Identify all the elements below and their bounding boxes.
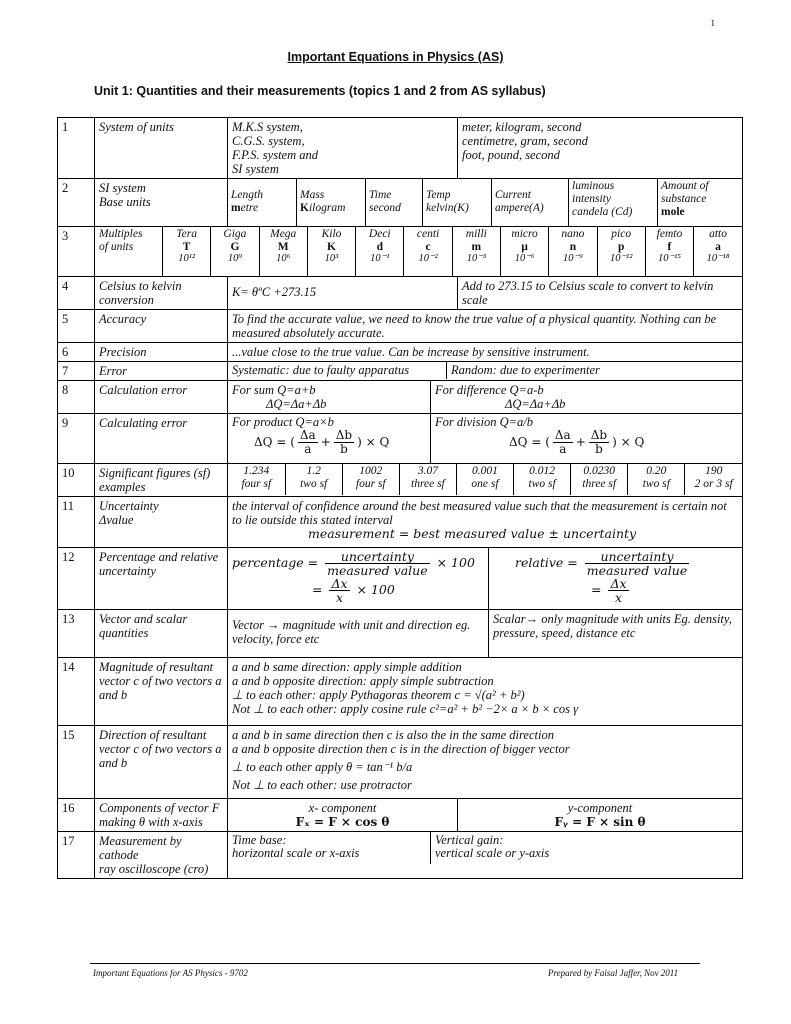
row-number: 2	[58, 179, 95, 227]
prefix	[500, 227, 548, 276]
topic-line: and b	[99, 756, 128, 770]
base-unit: Mass Kilogram	[297, 179, 366, 226]
prefix-name: atto	[709, 228, 727, 240]
base-units-cell	[228, 179, 743, 227]
system-item: F.P.S. system and	[232, 148, 318, 162]
footer-divider	[90, 963, 700, 964]
row-topic	[95, 497, 228, 548]
base-unit	[366, 179, 423, 226]
direction-rule: ⊥ to each other apply θ = tan⁻¹ b/a	[232, 760, 413, 774]
fraction	[334, 429, 354, 456]
prefix-name: femto	[656, 228, 683, 240]
row-number: 12	[58, 548, 95, 610]
denominator: b	[595, 442, 603, 456]
magnitude-cell	[228, 658, 743, 726]
topic-line: Uncertainty	[99, 499, 159, 513]
division-error	[431, 414, 743, 463]
row-topic: Precision	[95, 343, 228, 362]
quantity-label: Temp	[426, 189, 451, 201]
denominator: a	[304, 442, 312, 456]
prefix-symbol: n	[569, 240, 577, 253]
unit-label: kelvin(K)	[426, 202, 469, 214]
row-topic: System of units	[95, 118, 228, 179]
numerator: Δx	[610, 576, 627, 591]
formula-lhs: relative =	[515, 555, 578, 570]
product-formula: For product Q=a×b	[232, 415, 334, 429]
formula-lhs: percentage =	[232, 555, 319, 570]
numerator: Δx	[331, 576, 348, 591]
table-row	[58, 610, 743, 658]
topic-line: Percentage and relative	[99, 550, 219, 564]
prefix-power: 10³	[324, 253, 339, 264]
prefix-power: 10⁶	[276, 253, 291, 264]
table-row	[58, 362, 743, 381]
prefix-power: 10⁻⁹	[563, 253, 583, 264]
prefix	[404, 227, 452, 276]
prefix-name: Deci	[368, 228, 391, 240]
direction-rule: Not ⊥ to each other: use protractor	[232, 778, 412, 792]
vector-scalar-cell	[228, 610, 743, 658]
sf-example	[399, 464, 456, 495]
row-topic: Accuracy	[95, 310, 228, 343]
prefix-power: 10⁻²	[418, 253, 438, 264]
numerator: Δa	[299, 428, 316, 442]
topic-line: conversion	[99, 293, 154, 307]
prefix-name: Mega	[270, 228, 297, 240]
table-row	[58, 310, 743, 343]
sf-value: 0.012	[529, 465, 556, 477]
prefix-symbol: M	[277, 240, 289, 253]
x-component-label: x- component	[308, 801, 377, 815]
prefix-power: 10⁹	[227, 253, 242, 264]
table-row	[58, 227, 743, 277]
uncertainty-formula: measurement = best measured value ± uncertainty	[308, 526, 637, 541]
sf-example	[628, 464, 685, 495]
topic-line: quantities	[99, 626, 149, 640]
topic-line: examples	[99, 480, 146, 494]
fraction	[608, 577, 628, 604]
magnitude-rule: a and b opposite direction: apply simple subtraction	[232, 674, 494, 688]
unit-label: candela (Cd)	[572, 206, 633, 218]
quantity-label: luminous intensity	[572, 180, 615, 205]
numerator: Δb	[335, 428, 353, 442]
prefix-symbol: d	[376, 240, 383, 253]
prefix	[259, 227, 307, 276]
plus-sign: +	[320, 435, 331, 449]
sf-value: 0.001	[472, 465, 498, 477]
division-formula: For division Q=a/b	[435, 415, 534, 429]
base-unit	[423, 179, 492, 226]
formula-tail: × Q	[620, 435, 645, 449]
x-component	[228, 799, 458, 832]
sf-example	[285, 464, 342, 495]
fraction	[585, 550, 689, 577]
fraction	[325, 550, 429, 577]
row-number: 3	[58, 227, 95, 277]
sf-value: 190	[705, 465, 723, 477]
y-component	[458, 799, 743, 832]
sig-fig-cell	[228, 464, 743, 497]
prefix-power: 10⁻³	[466, 253, 486, 264]
sf-count: 2 or 3 sf	[694, 478, 733, 490]
denominator: measured value	[586, 563, 688, 578]
kelvin-note: Add to 273.15 to Celsius scale to convert to kelvin scale	[458, 277, 743, 310]
calc-error-cell	[228, 414, 743, 464]
unit-item: meter, kilogram, second	[462, 120, 582, 134]
footer-left: Important Equations for AS Physics - 9702	[93, 968, 248, 978]
sf-example	[342, 464, 399, 495]
topic-line: Magnitude of resultant	[99, 660, 214, 674]
diff-error-formula: ΔQ=Δa+Δb	[505, 397, 566, 411]
numerator: uncertainty	[585, 550, 689, 564]
sf-count: two sf	[642, 478, 670, 490]
uncertainty-cell	[228, 497, 743, 548]
topic-line: Components of vector F	[99, 801, 220, 815]
table-row	[58, 832, 743, 879]
row-number: 13	[58, 610, 95, 658]
prefix	[211, 227, 259, 276]
unit-label: ampere(A)	[495, 202, 544, 214]
topic-line: Celsius to kelvin	[99, 279, 182, 293]
table-row	[58, 277, 743, 310]
plus-sign: +	[575, 435, 586, 449]
topic-line: Significant figures (sf)	[99, 466, 211, 480]
fraction	[298, 429, 318, 456]
sf-example	[514, 464, 571, 495]
topic-line: uncertainty	[99, 564, 156, 578]
sf-example	[571, 464, 628, 495]
prefix-power: 10⁻¹⁵	[658, 253, 681, 264]
vertical-gain-label: Vertical gain:	[435, 833, 504, 847]
unit-item: foot, pound, second	[462, 148, 560, 162]
row-number: 14	[58, 658, 95, 726]
prefix-symbol: p	[617, 240, 625, 253]
prefix-symbol: m	[471, 240, 482, 253]
table-row	[58, 179, 743, 227]
time-base-value: horizontal scale or x-axis	[232, 846, 360, 860]
fraction	[553, 429, 573, 456]
table-row	[58, 497, 743, 548]
prefix	[549, 227, 597, 276]
prefix-power: 10⁻⁶	[514, 253, 535, 264]
topic-line: vector c of two vectors a	[99, 674, 222, 688]
table-row	[58, 548, 743, 610]
table-row	[58, 464, 743, 497]
base-unit: Length metre	[228, 179, 297, 226]
sf-example	[685, 464, 742, 495]
row-number: 15	[58, 726, 95, 799]
accuracy-text: To find the accurate value, we need to know the true value of a physical quantity. Nothing can be measured absolutely accurate.	[228, 310, 743, 343]
sf-value: 1.234	[243, 465, 270, 477]
equals-sign: =	[312, 582, 323, 597]
direction-rule: a and b opposite direction then c is in the direction of bigger vector	[232, 742, 570, 756]
row-topic	[95, 179, 228, 227]
denominator: x	[614, 590, 623, 605]
diff-error	[431, 381, 743, 413]
y-component-formula: Fᵧ = F × sin θ	[554, 815, 646, 829]
row-number: 10	[58, 464, 95, 497]
multiples-cell	[95, 227, 743, 277]
prefix-symbol: µ	[521, 240, 528, 253]
units-cell	[458, 118, 743, 179]
sum-formula: For sum Q=a+b	[232, 383, 316, 397]
prefix-name: Giga	[223, 228, 247, 240]
row-topic	[95, 227, 163, 276]
prefix	[452, 227, 500, 276]
topic-line: SI system	[99, 181, 146, 195]
prefix-name: nano	[561, 228, 585, 240]
prefix	[307, 227, 355, 276]
row-number: 9	[58, 414, 95, 464]
page-title: Important Equations in Physics (AS)	[287, 50, 504, 64]
x-component-formula: Fₓ = F × cos θ	[295, 815, 390, 829]
sf-count: two sf	[528, 478, 556, 490]
topic-line: of units	[99, 240, 134, 253]
random-error: Random: due to experimenter	[447, 362, 743, 379]
table-row	[58, 726, 743, 799]
unit-item: centimetre, gram, second	[462, 134, 588, 148]
percentage-formula	[228, 548, 489, 609]
prefix-symbol: a	[715, 240, 721, 253]
row-number: 16	[58, 799, 95, 832]
system-item: M.K.S system,	[232, 120, 303, 134]
row-number: 11	[58, 497, 95, 548]
pct-uncertainty-cell	[228, 548, 743, 610]
y-component-label: y-component	[567, 801, 633, 815]
row-number: 1	[58, 118, 95, 179]
systematic-error: Systematic: due to faulty apparatus	[232, 363, 410, 377]
prefix-power: 10⁻¹⁸	[706, 253, 730, 264]
relative-formula	[489, 548, 743, 609]
sum-error	[228, 381, 431, 413]
prefix-symbol: G	[230, 240, 240, 253]
topic-line: Base units	[99, 195, 151, 209]
sf-value: 0.20	[646, 465, 667, 477]
direction-cell	[228, 726, 743, 799]
prefix	[163, 227, 211, 276]
division-error-formula: ΔQ = ( $\frac{\Delta a}{a}$ + $\frac{\Delta b}{b}$ ) × Q	[509, 428, 645, 456]
equals-sign: =	[591, 582, 602, 597]
magnitude-rule: a and b same direction: apply simple addition	[232, 660, 462, 674]
row-topic	[95, 548, 228, 610]
prefix	[356, 227, 404, 276]
table-row	[58, 343, 743, 362]
direction-rule: a and b in same direction then c is also the in the same direction	[232, 728, 554, 742]
row-topic: Calculating error	[95, 414, 228, 464]
row-number: 8	[58, 381, 95, 414]
time-base	[228, 832, 431, 864]
table-row	[58, 414, 743, 464]
system-item: C.G.S. system,	[232, 134, 305, 148]
magnitude-rule: ⊥ to each other: apply Pythagoras theorem c = √(a² + b²)	[232, 688, 525, 702]
denominator: b	[340, 442, 348, 456]
vertical-gain-value: vertical scale or y-axis	[435, 846, 550, 860]
unit-label: second	[369, 202, 401, 214]
sum-error-formula: ΔQ=Δa+Δb	[266, 397, 327, 411]
product-error-formula: ΔQ = ( $\frac{\Delta a}{a}$ + $\frac{\Delta b}{b}$ ) × Q	[254, 428, 390, 456]
row-topic	[95, 610, 228, 658]
unit-bold: K	[300, 202, 309, 214]
prefix-name: micro	[511, 228, 538, 240]
numerator: Δa	[554, 428, 571, 442]
formula-lhs: ΔQ =	[254, 435, 287, 449]
prefix-name: Kilo	[321, 228, 342, 240]
uncertainty-text: the interval of confidence around the best measured value such that the measurement is certain not to lie outside this stated interval	[232, 499, 727, 527]
unit-label: mole	[661, 206, 685, 218]
prefix-symbol: c	[425, 240, 431, 253]
row-topic	[95, 799, 228, 832]
row-topic	[95, 726, 228, 799]
unit-heading: Unit 1: Quantities and their measurements (topics 1 and 2 from AS syllabus)	[94, 84, 546, 98]
prefix-name: pico	[611, 228, 632, 240]
topic-line: vector c of two vectors a	[99, 742, 222, 756]
prefix-power: 10¹²	[178, 253, 196, 264]
base-unit	[658, 179, 743, 226]
sf-example	[228, 464, 285, 495]
topic-line: Multiples	[99, 228, 143, 240]
fraction	[329, 577, 349, 604]
topic-line: Direction of resultant	[99, 728, 207, 742]
prefix-symbol: T	[182, 240, 191, 253]
quantity-label: Length	[231, 189, 263, 201]
row-number: 5	[58, 310, 95, 343]
row-topic	[95, 832, 228, 879]
sf-count: three sf	[411, 478, 445, 490]
table-row	[58, 118, 743, 179]
row-topic	[95, 464, 228, 497]
footer-right: Prepared by Faisal Jaffer, Nov 2011	[548, 968, 679, 978]
row-number: 17	[58, 832, 95, 879]
quantity-label: Current	[495, 189, 531, 201]
scalar-definition: Scalar→ only magnitude with units Eg. density, pressure, speed, distance etc	[489, 610, 743, 657]
sf-value: 3.07	[417, 465, 438, 477]
quantity-label: Mass	[300, 189, 325, 201]
sf-count: three sf	[582, 478, 617, 490]
sf-count: two sf	[300, 478, 328, 490]
topic-line: Δvalue	[99, 513, 134, 527]
cro-cell	[228, 832, 743, 879]
calc-error-cell	[228, 381, 743, 414]
quantity-label: Time	[369, 189, 392, 201]
times-100: × 100	[356, 582, 395, 597]
formula-tail: × Q	[365, 435, 390, 449]
unit-bold: m	[231, 202, 241, 214]
magnitude-rule: Not ⊥ to each other: apply cosine rule c²=a² + b² −2× a × b × cos γ	[232, 702, 579, 716]
kelvin-formula: K= θºC +273.15	[228, 277, 458, 310]
time-base-label: Time base:	[232, 833, 287, 847]
systems-cell	[228, 118, 458, 179]
row-number: 4	[58, 277, 95, 310]
sf-count: four sf	[355, 478, 386, 490]
equations-table	[57, 117, 743, 879]
row-number: 6	[58, 343, 95, 362]
prefix	[645, 227, 693, 276]
formula-lhs: ΔQ =	[509, 435, 542, 449]
sf-count: four sf	[241, 478, 272, 490]
table-row	[58, 381, 743, 414]
sf-value: 0.0230	[583, 465, 616, 477]
table-row	[58, 658, 743, 726]
denominator: measured value	[327, 563, 428, 578]
row-number: 7	[58, 362, 95, 381]
system-item: SI system	[232, 162, 279, 176]
vector-definition: Vector → magnitude with unit and direction eg. velocity, force etc	[232, 618, 471, 646]
base-unit	[492, 179, 569, 226]
times-100: × 100	[436, 555, 475, 570]
prefix-power: 10⁻¹²	[610, 253, 633, 264]
prefix-power: 10⁻¹	[370, 253, 390, 264]
numerator: uncertainty	[325, 550, 429, 564]
sf-count: one sf	[471, 478, 499, 490]
quantity-label: Amount of substance	[661, 180, 709, 205]
sf-value: 1.2	[306, 465, 321, 477]
prefix-name: Tera	[176, 228, 197, 240]
prefix	[597, 227, 645, 276]
product-error	[228, 414, 431, 463]
row-topic	[95, 658, 228, 726]
vertical-gain	[431, 832, 743, 864]
prefix	[694, 227, 742, 276]
row-topic	[95, 277, 228, 310]
prefix-symbol: K	[327, 240, 336, 253]
precision-text: ...value close to the true value. Can be increase by sensitive instrument.	[228, 343, 743, 362]
row-topic: Error	[95, 362, 228, 381]
sf-example	[456, 464, 513, 495]
topic-line: making θ with x-axis	[99, 815, 203, 829]
sf-value: 1002	[359, 465, 383, 477]
topic-line: Measurement by cathode	[99, 834, 182, 862]
prefix-symbol: f	[667, 240, 672, 253]
denominator: x	[335, 590, 344, 605]
numerator: Δb	[590, 428, 608, 442]
topic-line: ray oscilloscope (cro)	[99, 862, 209, 876]
denominator: a	[559, 442, 567, 456]
error-cell	[228, 362, 743, 381]
fraction	[589, 429, 609, 456]
prefix-name: centi	[416, 228, 440, 240]
table-row	[58, 799, 743, 832]
diff-formula: For difference Q=a-b	[435, 383, 544, 397]
prefix-name: milli	[465, 228, 487, 240]
topic-line: and b	[99, 688, 128, 702]
topic-line: Vector and scalar	[99, 612, 188, 626]
base-unit	[569, 179, 658, 226]
row-topic: Calculation error	[95, 381, 228, 414]
page-number: 1	[710, 18, 715, 28]
